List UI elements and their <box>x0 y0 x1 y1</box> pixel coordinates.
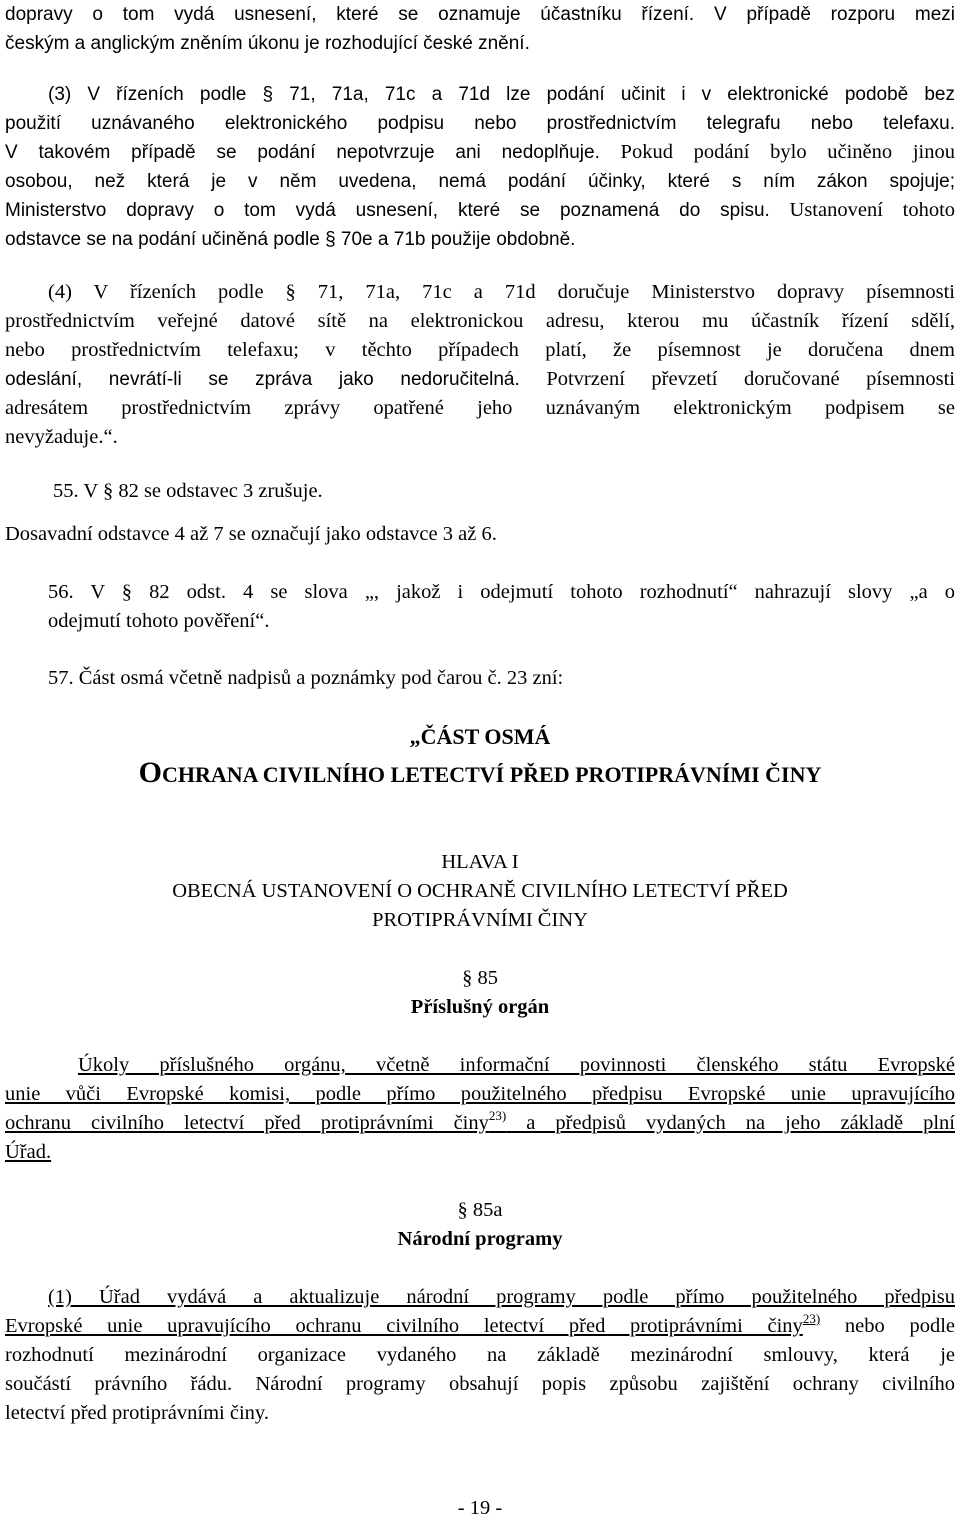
section-text-line: Úřad. <box>5 1141 52 1163</box>
paragraph-text: Pokud podání bylo učiněno jinou <box>599 141 955 163</box>
section-title: Národní programy <box>397 1228 563 1250</box>
part-heading: „ČÁST OSMÁ <box>409 724 551 749</box>
section-text: nebo podle <box>820 1315 955 1337</box>
amendment-item-57: 57. Část osmá včetně nadpisů a poznámky pod čarou č. 23 zní: <box>48 667 564 689</box>
amendment-note: Dosavadní odstavce 4 až 7 se označují jako odstavce 3 až 6. <box>5 523 497 545</box>
paragraph-line: nevyžaduje.“. <box>5 426 118 448</box>
part-title <box>0 758 960 791</box>
paragraph-text: odeslání, nevrátí-li se zpráva jako nedoručitelná. <box>5 369 520 390</box>
paragraph-line: adresátem prostřednictvím zprávy opatřené jeho uznávaným elektronickým podpisem se <box>5 397 955 419</box>
footnote-ref: 23) <box>488 1108 507 1123</box>
paragraph-line: českým a anglickým zněním úkonu je rozhodující české znění. <box>5 33 530 54</box>
paragraph-line: prostřednictvím veřejné datové sítě na elektronickou adresu, kterou mu účastník řízení sdělí, <box>5 310 955 332</box>
paragraph-line: nebo prostřednictvím telefaxu; v těchto případech platí, že písemnost je doručena dnem <box>5 339 955 361</box>
part-title-initial: O <box>138 756 162 789</box>
section-number: § 85 <box>462 967 498 989</box>
paragraph-line <box>5 196 955 225</box>
footnote-ref: 23) <box>802 1311 821 1326</box>
part-title-rest: CHRANA CIVILNÍHO LETECTVÍ PŘED PROTIPRÁVNÍMI ČINY <box>161 762 822 787</box>
amendment-item-56-cont: odejmutí tohoto pověření“. <box>48 610 270 632</box>
section-text-line: unie vůči Evropské komisi, podle přímo použitelného předpisu Evropské unie upravujícího <box>5 1083 955 1105</box>
paragraph-line: (3) V řízeních podle § 71, 71a, 71c a 71d lze podání učinit i v elektronické podobě bez <box>48 84 955 105</box>
chapter-title-line: PROTIPRÁVNÍMI ČINY <box>372 909 588 931</box>
paragraph-text: Ustanovení tohoto <box>769 199 956 221</box>
paragraph-text: V takovém případě se podání nepotvrzuje ani nedoplňuje. <box>5 142 600 163</box>
section-text-line <box>5 1312 955 1342</box>
amendment-item-55: 55. V § 82 se odstavec 3 zrušuje. <box>53 480 323 502</box>
paragraph-line: dopravy o tom vydá usnesení, které se oznamuje účastníku řízení. V případě rozporu mezi <box>5 4 955 25</box>
paragraph-line <box>5 365 955 394</box>
page-number: - 19 - <box>457 1497 503 1519</box>
section-title: Příslušný orgán <box>410 996 550 1018</box>
section-text: a předpisů vydaných na jeho základě plní <box>506 1112 955 1134</box>
section-text-line: součástí právního řádu. Národní programy obsahují popis způsobu zajištění ochrany civilního <box>5 1373 955 1395</box>
section-text: ochranu civilního letectví před protiprávními činy <box>5 1112 489 1134</box>
paragraph-text: Potvrzení převzetí doručované písemnosti <box>519 368 955 390</box>
section-text-line: rozhodnutí mezinárodní organizace vydaného na základě mezinárodní smlouvy, která je <box>5 1344 955 1366</box>
chapter-title-line: OBECNÁ USTANOVENÍ O OCHRANĚ CIVILNÍHO LETECTVÍ PŘED <box>172 880 788 902</box>
section-text-line: Úkoly příslušného orgánu, včetně informační povinnosti členského státu Evropské <box>78 1054 955 1076</box>
paragraph-text: Ministerstvo dopravy o tom vydá usnesení, které se poznamená do spisu. <box>5 200 770 221</box>
chapter-label: HLAVA I <box>441 851 519 873</box>
paragraph-line: osobou, než která je v něm uvedena, nemá podání účinky, které s ním zákon spojuje; <box>5 171 955 192</box>
paragraph-line: použití uznávaného elektronického podpisu nebo prostřednictvím telegrafu nebo telefaxu. <box>5 113 955 134</box>
section-text-line <box>5 1109 955 1139</box>
paragraph-line: (4) V řízeních podle § 71, 71a, 71c a 71d doručuje Ministerstvo dopravy písemnosti <box>48 281 955 303</box>
section-text-line: letectví před protiprávními činy. <box>5 1402 269 1424</box>
section-text-line: (1) Úřad vydává a aktualizuje národní programy podle přímo použitelného předpisu <box>48 1286 955 1308</box>
paragraph-line <box>5 138 955 167</box>
section-text: Evropské unie upravujícího ochranu civilního letectví před protiprávními činy <box>5 1315 803 1337</box>
amendment-item-56: 56. V § 82 odst. 4 se slova „, jakož i odejmutí tohoto rozhodnutí“ nahrazují slovy „a o <box>48 581 955 603</box>
paragraph-line: odstavce se na podání učiněná podle § 70e a 71b použije obdobně. <box>5 229 576 250</box>
section-number: § 85a <box>457 1199 503 1221</box>
